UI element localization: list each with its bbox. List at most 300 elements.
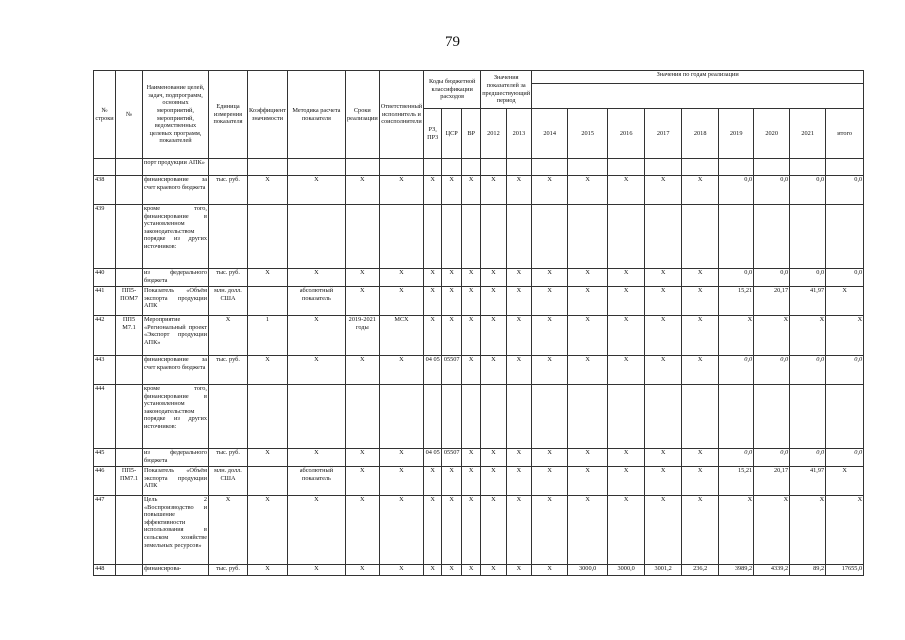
table-cell: X: [826, 496, 864, 565]
row-number-cell: 441: [94, 287, 116, 316]
row-number-cell: 447: [94, 496, 116, 565]
table-cell: [209, 205, 248, 269]
table-cell: X: [442, 565, 462, 576]
table-cell: [116, 496, 143, 565]
table-cell: [248, 467, 288, 496]
name-cell: Мероприятие «Региональный проект «Экспорт продукции АПК»: [143, 316, 209, 356]
table-cell: [826, 205, 864, 269]
table-cell: 3001,2: [645, 565, 682, 576]
table-cell: X: [424, 467, 442, 496]
table-cell: X: [719, 496, 754, 565]
header-resp: Ответственный исполнитель и соисполнители: [379, 71, 423, 159]
table-cell: X: [608, 287, 645, 316]
table-cell: X: [481, 496, 506, 565]
table-cell: 3989,2: [719, 565, 754, 576]
table-cell: X: [209, 316, 248, 356]
table-cell: X: [568, 449, 608, 467]
table-cell: X: [345, 269, 379, 287]
table-cell: тыс. руб.: [209, 449, 248, 467]
table-cell: тыс. руб.: [209, 565, 248, 576]
table-cell: [506, 159, 532, 176]
table-cell: [719, 205, 754, 269]
header-total: итого: [826, 109, 864, 159]
table-cell: 15,21: [719, 287, 754, 316]
row-number-cell: [94, 159, 116, 176]
table-cell: X: [532, 176, 568, 205]
header-2018: 2018: [682, 109, 719, 159]
table-cell: X: [826, 287, 864, 316]
table-cell: [532, 159, 568, 176]
table-cell: X: [645, 449, 682, 467]
table-row: [94, 565, 864, 576]
table-cell: [424, 205, 442, 269]
header-2020: 2020: [754, 109, 790, 159]
table-cell: [345, 385, 379, 449]
table-cell: [532, 205, 568, 269]
table-cell: X: [719, 316, 754, 356]
table-cell: 89,2: [790, 565, 826, 576]
table-cell: X: [379, 269, 423, 287]
table-cell: 41,97: [790, 467, 826, 496]
table-cell: X: [345, 565, 379, 576]
table-row: [94, 269, 864, 287]
table-cell: млн. долл. США: [209, 287, 248, 316]
table-cell: ПП5 М7.1: [116, 316, 143, 356]
table-cell: X: [608, 269, 645, 287]
table-cell: млн. долл. США: [209, 467, 248, 496]
header-name: Наименование целей, задач, подпрограмм, основных мероприятий, мероприятий, ведомственных целевых программ, показателей: [143, 71, 209, 159]
table-cell: [248, 287, 288, 316]
table-cell: [506, 385, 532, 449]
table-cell: X: [608, 467, 645, 496]
table-cell: 1: [248, 316, 288, 356]
table-cell: 0,0: [790, 176, 826, 205]
table-cell: X: [481, 316, 506, 356]
row-number-cell: 440: [94, 269, 116, 287]
table-cell: 0,0: [826, 269, 864, 287]
table-cell: X: [506, 269, 532, 287]
header-num: №: [116, 71, 143, 159]
table-cell: [462, 205, 481, 269]
table-cell: [116, 449, 143, 467]
table-cell: X: [481, 176, 506, 205]
table-cell: X: [424, 316, 442, 356]
row-number-cell: 443: [94, 356, 116, 385]
name-cell: из федерального бюджета: [143, 269, 209, 287]
table-row: [94, 205, 864, 269]
header-2013: 2013: [506, 109, 532, 159]
table-cell: [481, 385, 506, 449]
table-cell: X: [424, 176, 442, 205]
name-cell: Показатель «Объём экспорта продукции АПК: [143, 467, 209, 496]
table-row: [94, 159, 864, 176]
table-cell: [754, 205, 790, 269]
table-cell: [462, 385, 481, 449]
table-cell: 4339,2: [754, 565, 790, 576]
table-cell: X: [462, 565, 481, 576]
row-number-cell: 445: [94, 449, 116, 467]
table-cell: X: [608, 496, 645, 565]
table-cell: [790, 159, 826, 176]
table-cell: X: [608, 176, 645, 205]
table-row: [94, 467, 864, 496]
table-cell: X: [462, 356, 481, 385]
table-cell: X: [379, 287, 423, 316]
row-number-cell: 448: [94, 565, 116, 576]
table-cell: [568, 205, 608, 269]
table-cell: [608, 159, 645, 176]
table-cell: X: [287, 176, 345, 205]
table-cell: [790, 385, 826, 449]
table-cell: 0,0: [719, 269, 754, 287]
header-2012: 2012: [481, 109, 506, 159]
table-cell: [568, 385, 608, 449]
table-cell: X: [345, 176, 379, 205]
table-cell: X: [481, 565, 506, 576]
table-cell: [608, 205, 645, 269]
table-cell: [719, 159, 754, 176]
table-cell: [379, 159, 423, 176]
table-cell: X: [682, 449, 719, 467]
table-cell: X: [462, 467, 481, 496]
table-cell: X: [682, 467, 719, 496]
table-cell: X: [790, 496, 826, 565]
table-cell: X: [481, 287, 506, 316]
table-cell: X: [506, 356, 532, 385]
table-cell: X: [248, 176, 288, 205]
table-cell: X: [826, 316, 864, 356]
table-cell: X: [532, 356, 568, 385]
table-cell: X: [345, 356, 379, 385]
table-cell: [345, 159, 379, 176]
indicator-table: [93, 70, 864, 576]
table-cell: 17655,0: [826, 565, 864, 576]
table-cell: X: [345, 496, 379, 565]
table-cell: [379, 205, 423, 269]
table-cell: X: [532, 565, 568, 576]
table-cell: X: [248, 565, 288, 576]
table-cell: X: [287, 449, 345, 467]
row-number-cell: 439: [94, 205, 116, 269]
table-cell: 0,0: [826, 356, 864, 385]
row-number-cell: 446: [94, 467, 116, 496]
table-cell: X: [442, 176, 462, 205]
table-cell: 04 05: [424, 356, 442, 385]
table-cell: X: [645, 176, 682, 205]
table-cell: 0,0: [790, 269, 826, 287]
table-cell: X: [645, 316, 682, 356]
table-cell: 0,0: [754, 356, 790, 385]
table-cell: X: [248, 496, 288, 565]
table-cell: [209, 159, 248, 176]
table-cell: [116, 565, 143, 576]
table-cell: X: [248, 269, 288, 287]
table-cell: 236,2: [682, 565, 719, 576]
table-cell: [209, 385, 248, 449]
table-cell: X: [506, 176, 532, 205]
table-cell: [287, 205, 345, 269]
table-cell: [719, 385, 754, 449]
table-cell: X: [442, 316, 462, 356]
table-cell: X: [481, 269, 506, 287]
table-cell: [754, 385, 790, 449]
table-cell: X: [568, 269, 608, 287]
table-cell: X: [442, 467, 462, 496]
name-cell: из федерального бюджета: [143, 449, 209, 467]
header-years-spacer: [532, 84, 864, 109]
table-cell: [116, 356, 143, 385]
table-row: [94, 316, 864, 356]
table-row: [94, 385, 864, 449]
name-cell: кроме того, финансирование в установленном законодательством порядке из других источников:: [143, 385, 209, 449]
table-cell: [682, 385, 719, 449]
header-csr: ЦСР: [442, 109, 462, 159]
table-cell: 05507: [442, 449, 462, 467]
table-cell: [116, 159, 143, 176]
table-cell: [754, 159, 790, 176]
table-cell: X: [790, 316, 826, 356]
table-cell: X: [568, 496, 608, 565]
table-cell: X: [345, 287, 379, 316]
name-cell: финансирова-: [143, 565, 209, 576]
table-cell: X: [287, 316, 345, 356]
table-cell: [481, 159, 506, 176]
table-cell: X: [532, 467, 568, 496]
table-cell: X: [379, 449, 423, 467]
table-cell: [379, 385, 423, 449]
table-cell: X: [532, 269, 568, 287]
table-cell: [682, 205, 719, 269]
header-prev: Значения показателей за предшествующий период: [481, 71, 532, 109]
table-cell: X: [754, 496, 790, 565]
table-cell: 0,0: [826, 449, 864, 467]
table-cell: [116, 269, 143, 287]
table-cell: [645, 205, 682, 269]
table-cell: X: [462, 269, 481, 287]
table-cell: МСХ: [379, 316, 423, 356]
table-cell: [116, 205, 143, 269]
table-cell: [442, 205, 462, 269]
table-cell: [116, 385, 143, 449]
header-2019: 2019: [719, 109, 754, 159]
table-cell: тыс. руб.: [209, 176, 248, 205]
table-row: [94, 449, 864, 467]
table-cell: 41,97: [790, 287, 826, 316]
table-cell: X: [442, 287, 462, 316]
table-cell: X: [462, 316, 481, 356]
table-cell: [248, 205, 288, 269]
table-cell: X: [379, 565, 423, 576]
table-cell: ПП5-ПОМ7: [116, 287, 143, 316]
page-number: 79: [445, 34, 460, 50]
table-cell: X: [345, 467, 379, 496]
table-cell: [116, 176, 143, 205]
table-cell: 0,0: [719, 356, 754, 385]
table-cell: X: [424, 269, 442, 287]
table-cell: X: [506, 316, 532, 356]
table-cell: 2019-2021 годы: [345, 316, 379, 356]
table-cell: X: [568, 176, 608, 205]
row-number-cell: 442: [94, 316, 116, 356]
table-cell: X: [462, 449, 481, 467]
table-cell: X: [481, 467, 506, 496]
table-cell: X: [826, 467, 864, 496]
row-number-cell: 438: [94, 176, 116, 205]
table-cell: X: [287, 356, 345, 385]
name-cell: финансирование за счет краевого бюджета: [143, 176, 209, 205]
table-cell: X: [506, 467, 532, 496]
table-cell: [682, 159, 719, 176]
table-cell: 04 05: [424, 449, 442, 467]
name-cell: финансирование за счет краевого бюджета: [143, 356, 209, 385]
table-cell: X: [462, 287, 481, 316]
table-cell: X: [287, 565, 345, 576]
table-cell: X: [379, 467, 423, 496]
table-cell: 0,0: [754, 449, 790, 467]
table-cell: X: [645, 496, 682, 565]
table-cell: X: [682, 356, 719, 385]
table-cell: 15,21: [719, 467, 754, 496]
table-cell: X: [209, 496, 248, 565]
table-cell: X: [248, 449, 288, 467]
table-cell: 0,0: [754, 176, 790, 205]
table-cell: [568, 159, 608, 176]
table-cell: [424, 385, 442, 449]
name-cell: кроме того, финансирование в установленном законодательством порядке из других источников:: [143, 205, 209, 269]
table-cell: X: [568, 287, 608, 316]
table-cell: [442, 159, 462, 176]
table-cell: тыс. руб.: [209, 356, 248, 385]
table-cell: 3000,0: [608, 565, 645, 576]
table-cell: [532, 385, 568, 449]
table-cell: X: [287, 269, 345, 287]
table-cell: X: [506, 565, 532, 576]
table-cell: X: [379, 496, 423, 565]
header-coef: Коэффициент значимости: [248, 71, 288, 159]
table-row: [94, 176, 864, 205]
table-cell: [645, 159, 682, 176]
table-cell: X: [682, 316, 719, 356]
table-cell: 3000,0: [568, 565, 608, 576]
table-cell: 0,0: [719, 449, 754, 467]
header-2014: 2014: [532, 109, 568, 159]
table-cell: X: [682, 269, 719, 287]
header-row-num: № строки: [94, 71, 116, 159]
table-cell: [424, 159, 442, 176]
table-cell: [248, 159, 288, 176]
table-cell: тыс. руб.: [209, 269, 248, 287]
table-cell: 0,0: [719, 176, 754, 205]
header-rz: РЗ, ПР3: [424, 109, 442, 159]
table-cell: X: [462, 496, 481, 565]
header-2015: 2015: [568, 109, 608, 159]
table-cell: [287, 385, 345, 449]
table-cell: X: [462, 176, 481, 205]
table-cell: X: [379, 356, 423, 385]
table-cell: X: [682, 496, 719, 565]
table-cell: X: [442, 496, 462, 565]
table-cell: 20,17: [754, 467, 790, 496]
table-cell: X: [608, 316, 645, 356]
table-cell: 0,0: [790, 449, 826, 467]
table-cell: 20,17: [754, 287, 790, 316]
row-number-cell: 444: [94, 385, 116, 449]
table-cell: [442, 385, 462, 449]
table-cell: X: [424, 565, 442, 576]
header-years: Значения по годам реализации: [532, 71, 864, 84]
table-cell: 0,0: [790, 356, 826, 385]
table-cell: X: [442, 269, 462, 287]
table-cell: абсолютный показатель: [287, 287, 345, 316]
table-cell: [462, 159, 481, 176]
table-cell: [506, 205, 532, 269]
table-cell: X: [532, 316, 568, 356]
table-cell: X: [248, 356, 288, 385]
table-cell: 0,0: [826, 176, 864, 205]
table-cell: X: [568, 316, 608, 356]
table-cell: X: [506, 496, 532, 565]
table-cell: X: [682, 287, 719, 316]
table-row: [94, 496, 864, 565]
header-method: Методика расчета показателя: [287, 71, 345, 159]
table-cell: X: [532, 496, 568, 565]
table-cell: X: [645, 467, 682, 496]
table-cell: X: [532, 449, 568, 467]
header-codes: Коды бюджетной классификации расходов: [424, 71, 481, 109]
table-row: [94, 356, 864, 385]
table-cell: X: [481, 356, 506, 385]
table-cell: [790, 205, 826, 269]
name-cell: порт продукции АПК»: [143, 159, 209, 176]
header-2016: 2016: [608, 109, 645, 159]
header-term: Сроки реализации: [345, 71, 379, 159]
table-cell: [826, 159, 864, 176]
table-cell: X: [645, 269, 682, 287]
table-cell: [826, 385, 864, 449]
header-unit: Единица измерения показателя: [209, 71, 248, 159]
table-cell: X: [379, 176, 423, 205]
table-cell: ПП5-ПМ7.1: [116, 467, 143, 496]
table-cell: [345, 205, 379, 269]
header-2017: 2017: [645, 109, 682, 159]
table-cell: X: [645, 287, 682, 316]
table-cell: X: [532, 287, 568, 316]
table-body: [94, 159, 864, 576]
table-cell: абсолютный показатель: [287, 467, 345, 496]
table-cell: X: [424, 287, 442, 316]
table-cell: X: [424, 496, 442, 565]
table-cell: 05507: [442, 356, 462, 385]
table-cell: X: [608, 356, 645, 385]
table-cell: [287, 159, 345, 176]
table-cell: X: [345, 449, 379, 467]
table-cell: X: [506, 287, 532, 316]
name-cell: Цель 2 «Воспроизводство и повышение эффективности использования в сельском хозяйстве земельных ресурсов»: [143, 496, 209, 565]
table-cell: X: [754, 316, 790, 356]
table-cell: X: [481, 449, 506, 467]
table-cell: [248, 385, 288, 449]
table-cell: [608, 385, 645, 449]
table-cell: 0,0: [754, 269, 790, 287]
table-cell: X: [568, 356, 608, 385]
table-cell: X: [287, 496, 345, 565]
name-cell: Показатель «Объём экспорта продукции АПК: [143, 287, 209, 316]
table-cell: X: [506, 449, 532, 467]
table-cell: X: [568, 467, 608, 496]
table-row: [94, 287, 864, 316]
table-cell: [481, 205, 506, 269]
header-vr: ВР: [462, 109, 481, 159]
